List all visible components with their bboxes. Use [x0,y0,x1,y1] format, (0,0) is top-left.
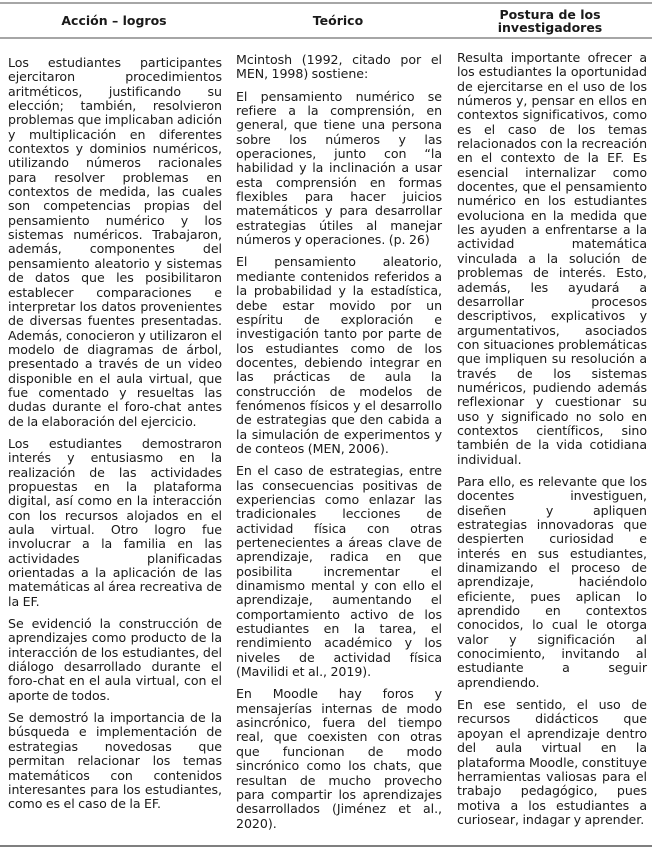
paragraph: Se demostró la importancia de la búsqueda e implementación de estrategias novedosas que permitan relacionar los temas matemáticos con contenidos interesantes para los estudiantes, como es el caso de la EF. [8,710,222,812]
cell-accion-logros [0,56,228,820]
cell-teorico [228,52,448,839]
paragraph: Para ello, es relevante que los docentes investiguen, diseñen y apliquen estrategias innovadoras que despierten curiosidad e interés en sus estudiantes, dinamizando el proceso de aprendizaje, haciéndolo eficiente, pues aplican lo aprendido en contextos conocidos, lo cual le otorga valor y significación al conocimiento, invitando al estudiante a seguir aprendiendo. [457,473,647,690]
results-table [0,2,652,847]
paragraph: Resulta importante ofrecer a los estudiantes la oportunidad de ejercitarse en el uso de los números y, pensar en ellos en contextos significativos, como es el caso de los temas relacionados con la recreación en el contexto de la EF. Es esencial internalizar como docentes, que el pensamiento numérico en los estudiantes evoluciona en la medida que les ayuden a enfrentarse a la actividad matemática vinculada a la solución de problemas de interés. Esto, además, les ayudará a desarrollar procesos descriptivos, explicativos y argumentativos, asociados con situaciones problemáticas que impliquen su resolución a través de los sistemas numéricos, pudiendo además reflexionar y cuestionar su uso y significado no solo en contextos científicos, sino también de la vida cotidiana individual. [457,50,647,467]
paragraph: En el caso de estrategias, entre las consecuencias positivas de experiencias como enlazar las tradicionales lecciones de actividad física con otras pertenecientes a áreas clave de aprendizaje, radica en que posibilita incrementar el dinamismo mental y con ello el aprendizaje, aumentando el comportamiento activo de los estudiantes en la tarea, el rendimiento académico y los niveles de actividad física (Mavilidi et al., 2019). [236,463,442,680]
header-postura-investigadores [448,8,652,34]
table-header-row [0,4,652,39]
paragraph: En ese sentido, el uso de recursos didácticos que apoyan el aprendizaje dentro del aula virtual en la plataforma Moodle, constituye herramientas valiosas para el trabajo pedagógico, pues motiva a los estudiantes a curiosear, indagar y aprender. [457,697,647,827]
header-postura-line1: Postura de los [499,6,601,22]
paragraph: El pensamiento numérico se refiere a la comprensión, en general, que tiene una persona sobre los números y las operaciones, junto con “la habilidad y la inclinación a usar esta comprensión en formas flexibles para hacer juicios matemáticos y para desarrollar estrategias útiles al manejar números y operaciones. (p. 26) [236,88,442,248]
header-teorico: Teórico [312,13,364,28]
paragraph: Se evidenció la construcción de aprendizajes como producto de la interacción de los estudiantes, del diálogo desarrollado durante el foro-chat en el aula virtual, con el aporte de todos. [8,616,222,703]
header-accion-logros: Acción – logros [61,13,167,28]
paragraph: El pensamiento aleatorio, mediante contenidos referidos a la probabilidad y la estadística, debe estar movido por un espíritu de exploración e investigación tanto por parte de los estudiantes como de los docentes, debiendo integrar en las prácticas de aula la construcción de modelos de fenómenos físicos y el desarrollo de estrategias que den cabida a la simulación de experimentos y de conteos (MEN, 2006). [236,254,442,456]
paragraph: Mcintosh (1992, citado por el MEN, 1998) sostiene: [236,52,442,82]
header-postura-line2: investigadores [497,19,603,35]
paragraph: En Moodle hay foros y mensajerías internas de modo asincrónico, fuera del tiempo real, que coexisten con otras que funcionan de modo sincrónico como los chats, que resultan de mucho provecho para compartir los aprendizajes desarrollados (Jiménez et al., 2020). [236,686,442,831]
paragraph: Los estudiantes demostraron interés y entusiasmo en la realización de las actividades propuestas en la plataforma digital, así como en la interacción con los recursos alojados en el aula virtual. Otro logro fue involucrar a la familia en las actividades planificadas orientadas a la aplicación de las matemáticas al área recreativa de la EF. [8,435,222,609]
table-body-row [0,39,652,845]
paragraph: Los estudiantes participantes ejercitaron procedimientos aritméticos, justificando su elección; también, resolvieron problemas que implicaban adición y multiplicación en diferentes contextos y dominios numéricos, utilizando números racionales para resolver problemas en contextos de medida, las cuales son competencias propias del pensamiento numérico y los sistemas numéricos. Trabajaron, además, componentes del pensamiento aleatorio y sistemas de datos que les posibilitaron establecer comparaciones e interpretar los datos provenientes de diversas fuentes presentadas. Además, conocieron y utilizaron el modelo de diagramas de árbol, presentado a través de un video disponible en el aula virtual, que fue comentado y resueltas las dudas durante el foro-chat antes de la elaboración del ejercicio. [8,55,222,429]
cell-postura-investigadores [448,50,652,835]
